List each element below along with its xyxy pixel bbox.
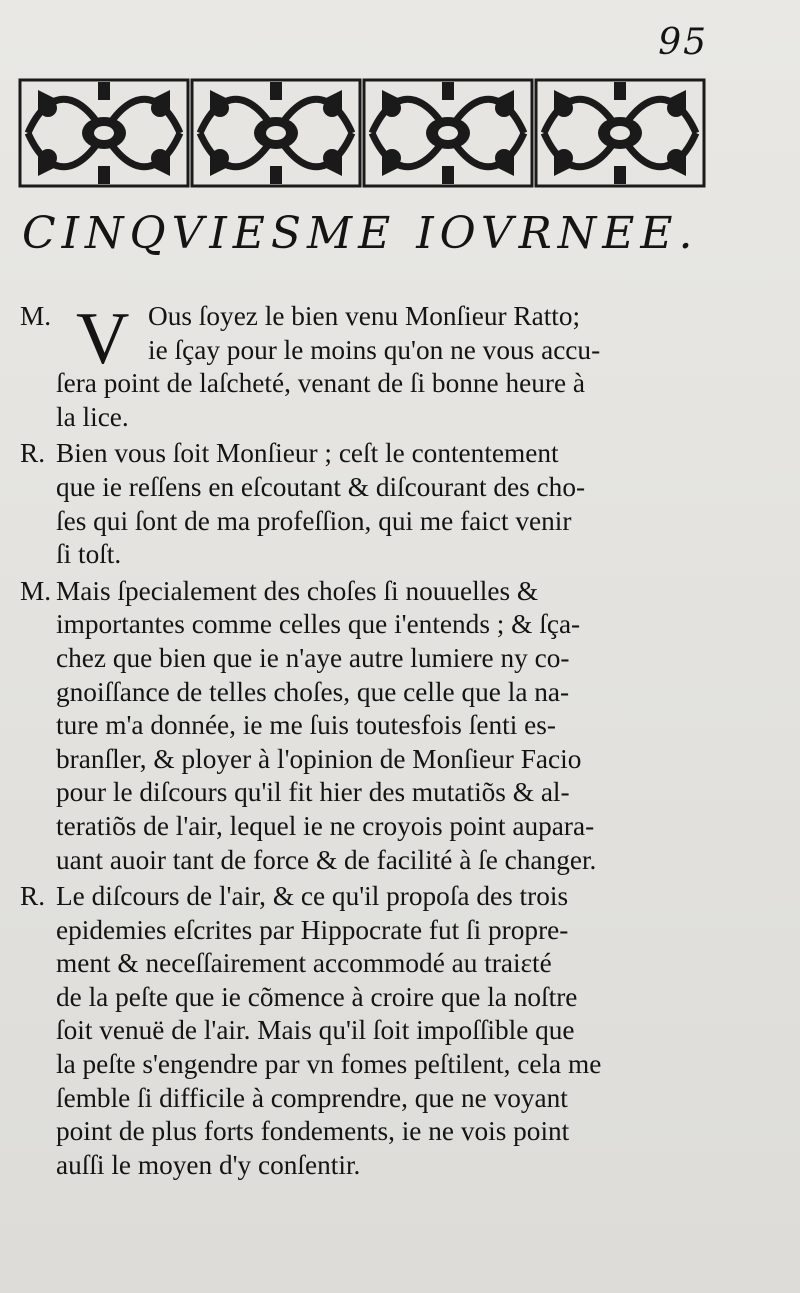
text-line: Ous ſoyez le bien venu Monſieur Ratto; (148, 301, 581, 331)
text-line: ment & neceſſairement accommodé au traiɛté (56, 948, 552, 979)
speaker-label: R. (20, 881, 46, 912)
speaker-label: M. (20, 301, 52, 331)
chapter-title: CINQVIESME IOVRNEE. (22, 208, 699, 259)
text-line: pour le diſcours qu'il fit hier des mutatiõs & al- (56, 777, 570, 808)
text-line: ſera point de laſcheté, venant de ſi bonne heure à (56, 368, 586, 399)
text-line: gnoiſſance de telles choſes, que celle que la na- (56, 676, 570, 707)
text-line: de la peſte que ie cõmence à croire que la noſtre (56, 981, 578, 1012)
text-line: uant auoir tant de force & de facilité à ſe changer. (56, 844, 597, 875)
text-line: Le diſcours de l'air, & ce qu'il propoſa des trois (56, 881, 569, 912)
fleuron-band-icon (18, 78, 706, 188)
dialogue-turn (20, 880, 720, 1182)
text-line: ſes qui ſont de ma profeſſion, qui me faict venir (56, 505, 572, 536)
text-line: ture m'a donnée, ie me ſuis toutesfois ſenti es- (56, 710, 556, 741)
text-line: ſemble ſi difficile à comprendre, que ne voyant (56, 1082, 568, 1113)
text-line: ie ſçay pour le moins qu'on ne vous accu- (148, 334, 601, 365)
speaker-label: M. (20, 575, 52, 606)
text-line: Mais ſpecialement des choſes ſi nouuelles & (56, 575, 539, 606)
text-line: point de plus forts fondements, ie ne vois point (56, 1116, 570, 1147)
text-line: branſler, & ployer à l'opinion de Monſieur Facio (56, 743, 582, 774)
text-line: la lice. (56, 401, 129, 432)
text-line: la peſte s'engendre par vn fomes peſtilent, cela me (56, 1049, 602, 1080)
text-line: teratiõs de l'air, lequel ie ne croyois point aupara- (56, 810, 595, 841)
text-line: auſſi le moyen d'y conſentir. (56, 1149, 361, 1180)
dialogue-turn (20, 437, 720, 571)
text-line: que ie reſſens en eſcoutant & diſcourant des cho- (56, 471, 586, 502)
text-line: Bien vous ſoit Monſieur ; ceſt le contentement (56, 438, 559, 469)
text-line: ſi toſt. (56, 539, 122, 570)
text-line: chez que bien que ie n'aye autre lumiere ny co- (56, 642, 570, 673)
text-line: ſoit venuë de l'air. Mais qu'il ſoit impoſſible que (56, 1015, 575, 1046)
speaker-label: R. (20, 438, 46, 469)
dialogue-turn (20, 300, 720, 434)
text-line: importantes comme celles que i'entends ; & ſça- (56, 609, 581, 640)
drop-cap: V (76, 298, 130, 380)
page-number: 95 (658, 22, 708, 63)
dialogue-turn (20, 575, 720, 877)
text-line: epidemies eſcrites par Hippocrate fut ſi propre- (56, 914, 569, 945)
dialogue-text (20, 300, 720, 1185)
